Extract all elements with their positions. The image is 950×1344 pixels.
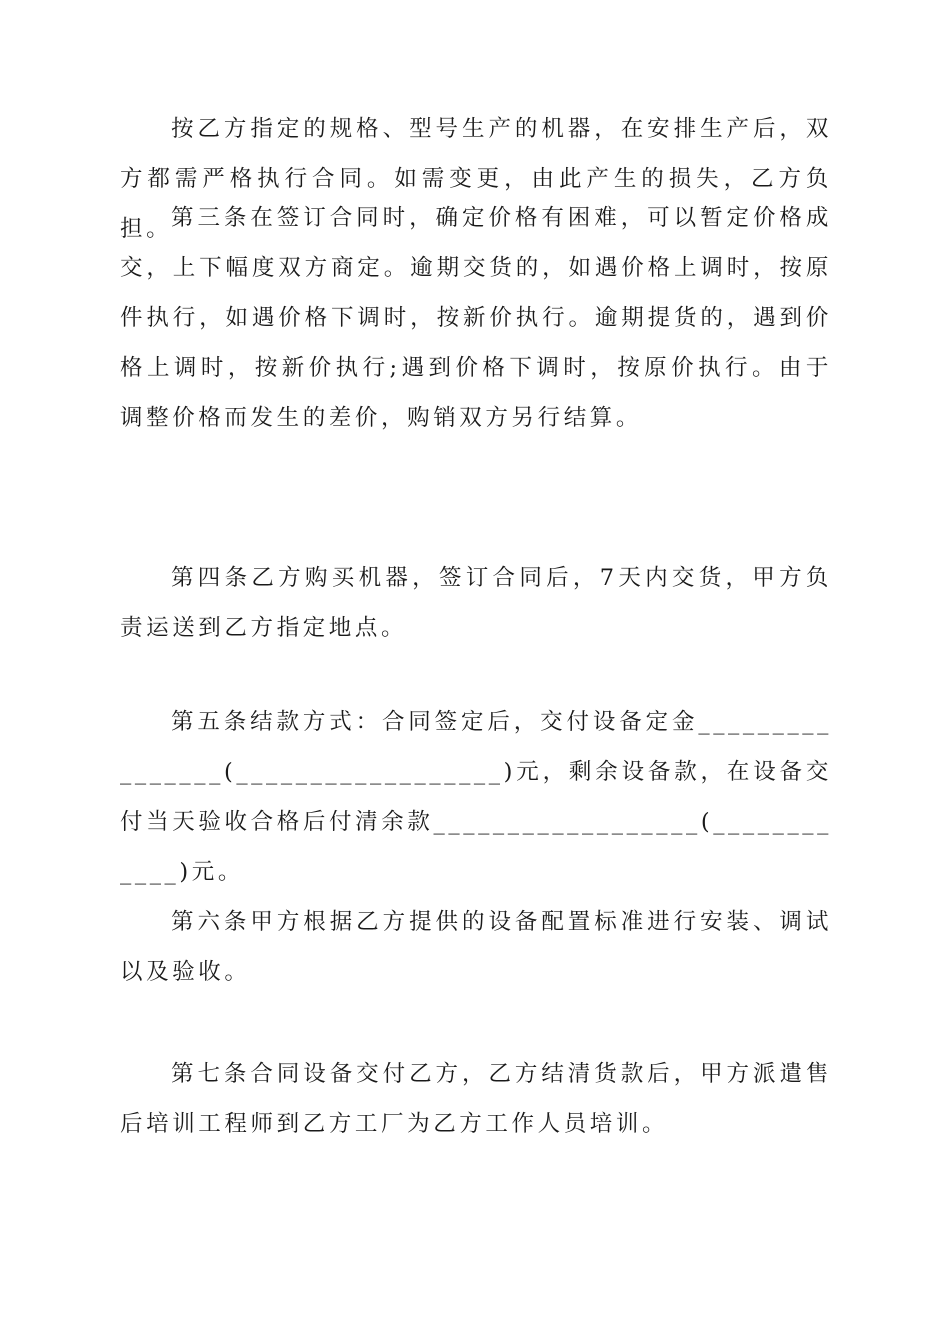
paragraph-machine-specs: 按乙方指定的规格、型号生产的机器，在安排生产后，双方都需严格执行合同。如需变更，由此产生的损失，乙方负担。	[120, 116, 832, 242]
paragraph-article-3-pricing: 第三条在签订合同时，确定价格有困难，可以暂定价格成交，上下幅度双方商定。逾期交货的，如遇价格上调时，按原件执行，如遇价格下调时，按新价执行。逾期提货的，遇到价格上调时，按新价执行;遇到价格下调时，按原价执行。由于调整价格而发生的差价，购销双方另行结算。	[120, 205, 832, 431]
paragraph-article-4-delivery: 第四条乙方购买机器，签订合同后，7天内交货，甲方负责运送到乙方指定地点。	[120, 565, 832, 641]
paragraph-article-6-installation: 第六条甲方根据乙方提供的设备配置标准进行安装、调试以及验收。	[120, 909, 832, 985]
paragraph-article-5-payment: 第五条结款方式：合同签定后，交付设备定金________________(__________________)元，剩余设备款，在设备交付当天验收合格后付清余款__________________(____________)元。	[120, 709, 832, 885]
paragraph-article-7-training: 第七条合同设备交付乙方，乙方结清货款后，甲方派遣售后培训工程师到乙方工厂为乙方工作人员培训。	[120, 1061, 832, 1137]
